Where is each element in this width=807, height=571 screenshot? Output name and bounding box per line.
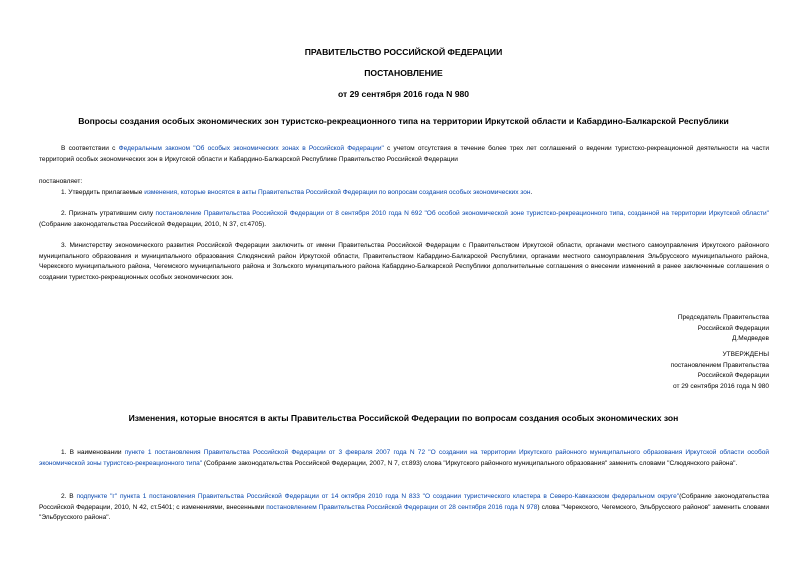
document-date: от 29 сентября 2016 года N 980 [337, 89, 470, 99]
item-2-text-pre: 2. Признать утратившим силу [61, 210, 156, 217]
approval-country: Российской Федерации [697, 372, 769, 379]
resolution-978-link[interactable]: постановлением Правительства Российской Федерации от 28 сентября 2016 года N 978 [266, 503, 538, 511]
preamble-text-pre: В соответствии с [61, 145, 119, 152]
federal-law-link[interactable]: Федеральным законом "Об особых экономических зонах в Российской Федерации" [118, 145, 384, 152]
approval-date: от 29 сентября 2016 года N 980 [672, 382, 769, 390]
preamble-text-post: с учетом отсутствия в течение более трех лет соглашений о ведении туристско-рекреационной деятельности на части территорий особых экономических зон в Иркутской области и Кабардино-Балкарской Республике Правительство Российской Федерации [39, 145, 770, 163]
document-title: Вопросы создания особых экономических зон туристско-рекреационного типа на территории Иркутской области и Кабардино-Балкарской Республики [78, 116, 729, 126]
item-3: 3. Министерству экономического развития Российской Федерации заключить от имени Правительства Российской Федерации с Правительством Иркутской области, органами местного самоуправления Иркутского районного муниципального образования и муниципального образования Слюдянский район Иркутской области, Правительством Кабардино-Балкарской Республики, органами местного самоуправления Эльбрусского муниципального района, Черекского муниципального района, Чегемского муниципального района и Зольского муниципального района Кабардино-Балкарской Республики дополнительные соглашения о внесении изменений в ранее заключенные соглашения о создании туристско-рекреационных особых экономических зон. [39, 242, 769, 281]
resolution-833-link[interactable]: подпункте "г" пункта 1 постановления Правительства Российской Федерации от 14 октября 2010 года N 833 "О создании туристического кластера в Северо-Кавказском федеральном округе" [76, 493, 680, 500]
document-type: ПОСТАНОВЛЕНИЕ [364, 68, 443, 78]
change-2-text-post: ) слова "Черекского, Чегемского, Эльбрусского районов" заменить словами "Эльбрусского района". [39, 503, 769, 521]
item-1-text-post: . [530, 189, 533, 196]
signature-name: Д.Медведев [732, 335, 769, 342]
item-2-text-post: (Собрание законодательства Российской Федерации, 2010, N 37, ст.4705). [39, 220, 267, 228]
item-2 [39, 209, 769, 230]
approval-block [671, 350, 769, 392]
change-2-text-pre: 2. В [61, 493, 77, 500]
change-1 [39, 448, 769, 469]
preamble-paragraph [39, 144, 769, 165]
item-1 [39, 188, 769, 199]
decides-text: постановляет: [39, 178, 83, 185]
change-1-text-post: (Собрание законодательства Российской Федерации, 2007, N 7, ст.893) слова "Иркутского районного муниципального образования" заменить словами "Слюдянского района". [202, 459, 738, 467]
change-1-text-pre: 1. В наименовании [61, 449, 125, 456]
item-1-text-pre: 1. Утвердить прилагаемые [61, 189, 145, 196]
approved-changes-link[interactable]: изменения, которые вносятся в акты Правительства Российской Федерации по вопросам создания особых экономических зон [144, 189, 531, 196]
change-2-text-mid: (Собрание законодательства Российской Федерации, 2010, N 42, ст.5401; с изменениями, внесенными [39, 493, 769, 511]
signature-position: Председатель Правительства [677, 314, 769, 321]
resolution-692-link[interactable]: постановление Правительства Российской Федерации от 8 сентября 2010 года N 692 "Об особой экономической зоне туристско-рекреационного типа, созданной на территории Иркутской области" [155, 210, 769, 217]
resolution-72-link[interactable]: пункте 1 постановления Правительства Российской Федерации от 3 февраля 2007 года N 72 "О создании на территории Иркутского районного муниципального образования Иркутской области особой экономической зоны туристско-рекреационного типа" [39, 449, 769, 467]
changes-title: Изменения, которые вносятся в акты Правительства Российской Федерации по вопросам создания особых экономических зон [128, 413, 679, 423]
signature-block [678, 313, 769, 345]
government-heading: ПРАВИТЕЛЬСТВО РОССИЙСКОЙ ФЕДЕРАЦИИ [304, 47, 503, 57]
change-2 [39, 492, 769, 524]
approval-by: постановлением Правительства [670, 361, 769, 369]
signature-country: Российской Федерации [697, 324, 769, 332]
approval-label: УТВЕРЖДЕНЫ [722, 351, 769, 358]
